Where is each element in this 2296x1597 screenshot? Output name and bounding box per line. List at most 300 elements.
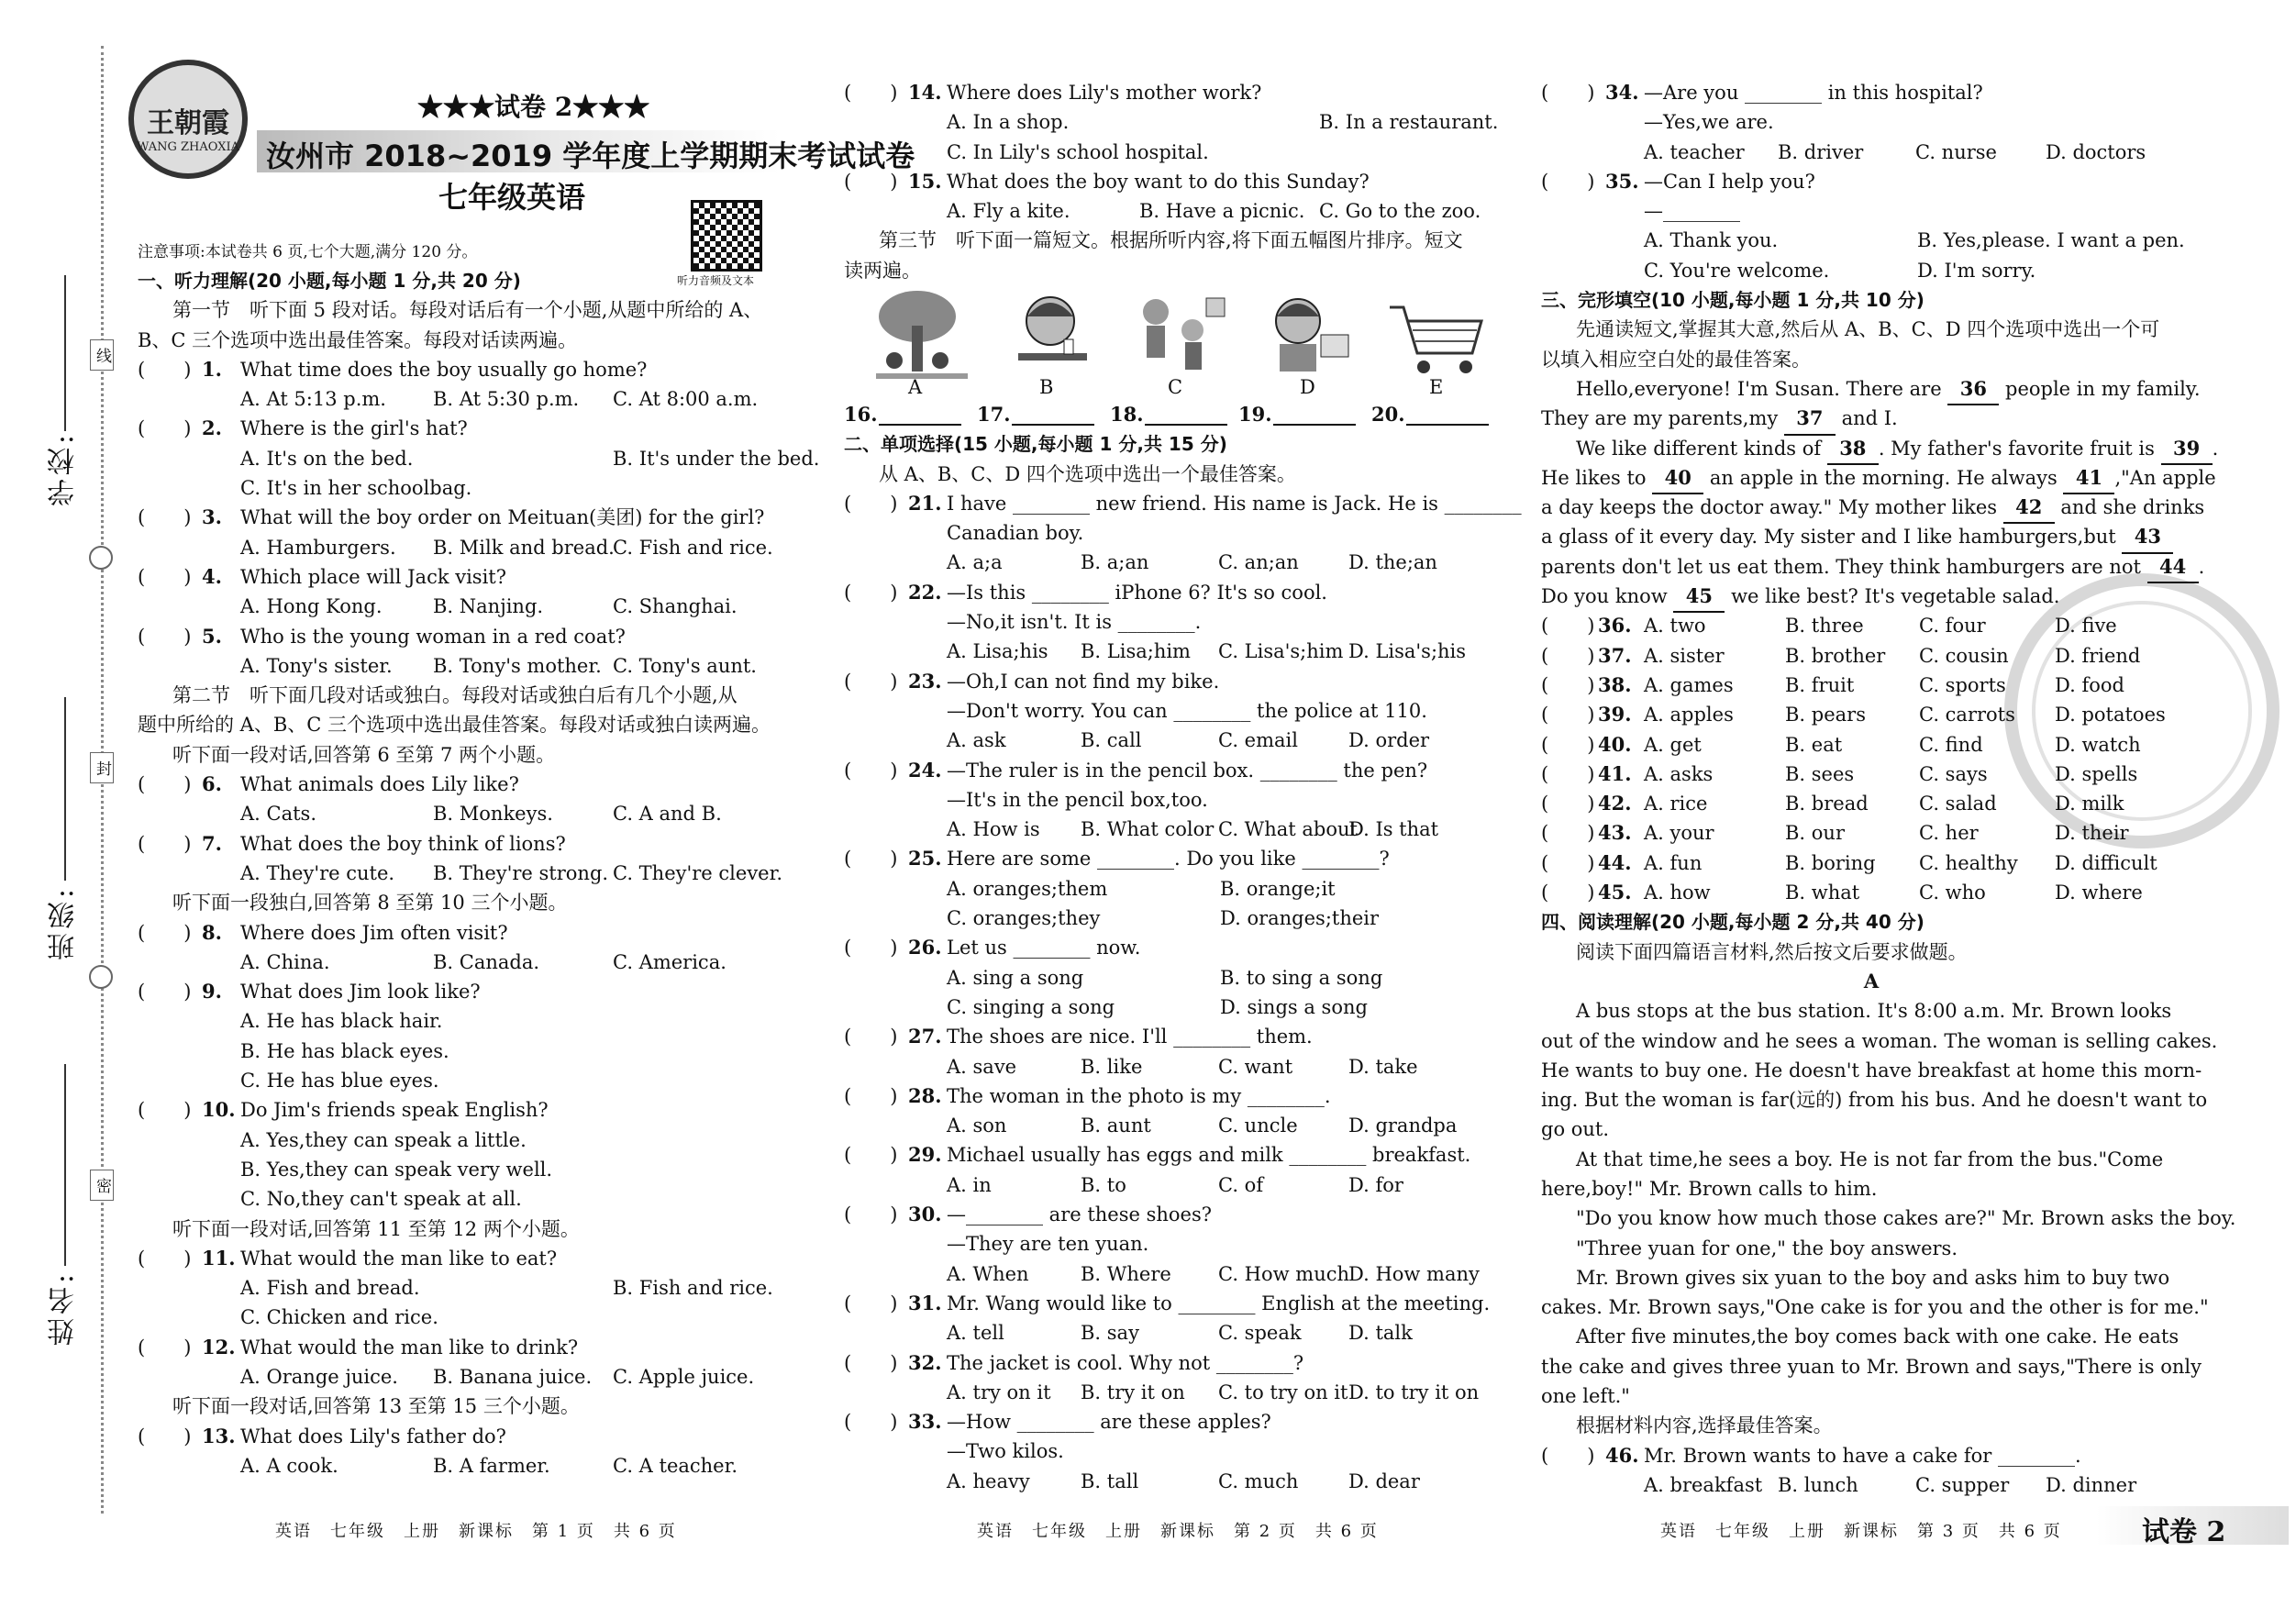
option: A. fun (1644, 851, 1703, 874)
paragraph-line: 根据材料内容,选择最佳答案。 (1576, 1414, 1833, 1437)
option: —Don't worry. You can ________ the police at 110. (947, 699, 1427, 722)
options-line (844, 815, 1504, 844)
option: B. brother (1785, 644, 1886, 667)
option: D. dear (1348, 1469, 1420, 1492)
option: C. In Lily's school hospital. (947, 140, 1209, 163)
option: A. Yes,they can speak a little. (240, 1128, 527, 1151)
question-number: 38. (1598, 672, 1632, 696)
cloze-blank[interactable]: 37 (1784, 404, 1836, 435)
options-line (844, 196, 1504, 226)
question (844, 1289, 1504, 1318)
option: B. Milk and bread. (433, 536, 615, 559)
section-heading: 二、单项选择(15 小题,每小题 1 分,共 15 分) (844, 433, 1227, 456)
paragraph-line: 先通读短文,掌握其大意,然后从 A、B、C、D 四个选项中选出一个可 (1576, 318, 2160, 341)
cloze-blank[interactable]: 39 (2161, 434, 2213, 465)
question (138, 1333, 798, 1362)
option: D. spells (2055, 762, 2138, 785)
answer-blank[interactable]: ( ) (1541, 1444, 1595, 1467)
question-number: 12. (202, 1335, 236, 1359)
paragraph-line: At that time,he sees a boy. He is not far from the bus."Come (1576, 1148, 2164, 1170)
option: A. tell (947, 1322, 1004, 1345)
question (1541, 167, 2202, 196)
picture-label: B (1039, 376, 1054, 398)
paragraph-line: 以填入相应空白处的最佳答案。 (1541, 348, 1811, 371)
paragraph-line: a day keeps the doctor away." My mother likes 42 and she drinks (1541, 493, 2202, 522)
question (844, 578, 1504, 607)
answer-blank[interactable]: ( ) (138, 832, 192, 855)
option: B. Banana juice. (433, 1365, 593, 1388)
question (844, 1081, 1504, 1111)
option: A. Fly a kite. (947, 200, 1070, 223)
answer-blank[interactable]: ( ) (1541, 822, 1595, 845)
paragraph-line: 听下面一段对话,回答第 13 至第 15 三个小题。 (172, 1395, 580, 1418)
answer-blank[interactable]: ( ) (844, 1292, 898, 1314)
option: D. grandpa (1348, 1115, 1458, 1137)
option: C. Lisa's;him (1218, 640, 1344, 663)
question-text: What does the boy want to do this Sunday? (947, 170, 1370, 193)
name-line (64, 1064, 66, 1266)
options-line (1541, 226, 2202, 255)
option: C. supper (1915, 1473, 2010, 1496)
options-line (138, 444, 820, 473)
options-line (844, 1170, 1504, 1200)
option: C. Chicken and rice. (240, 1306, 438, 1329)
options-line (138, 948, 798, 977)
answer-blank[interactable]: ( ) (138, 506, 192, 529)
cloze-question (1541, 878, 2202, 907)
question (138, 770, 798, 799)
answer-blank[interactable]: ( ) (138, 417, 192, 440)
answer-blank[interactable]: ( ) (844, 1351, 898, 1374)
option: C. Shanghai. (613, 595, 738, 618)
question-number: 44. (1598, 850, 1632, 874)
cloze-question (1541, 700, 2202, 729)
question (844, 1200, 1504, 1229)
subject-title: 七年级英语 (438, 180, 586, 215)
question-text: Which place will Jack visit? (240, 565, 507, 588)
option: A. When (947, 1262, 1029, 1285)
question-number: 28. (908, 1083, 942, 1107)
options-line (1541, 196, 2202, 226)
option: B. try it on (1081, 1381, 1185, 1403)
order-blank[interactable]: 18. (1110, 403, 1144, 426)
option: C. No,they can't speak at all. (240, 1188, 522, 1211)
answer-blank[interactable]: ( ) (1541, 704, 1595, 726)
option: B. fruit (1785, 673, 1855, 696)
option: C. speak (1218, 1322, 1302, 1345)
option: D. to try it on (1348, 1381, 1480, 1403)
picture-row (871, 289, 1514, 408)
question (138, 977, 798, 1006)
answer-blank[interactable]: ( ) (1541, 644, 1595, 667)
question (844, 1348, 1504, 1378)
question-text: Here are some ________. Do you like ________? (947, 848, 1390, 871)
option: C. uncle (1218, 1115, 1298, 1137)
question-number: 33. (908, 1410, 942, 1434)
option: C. healthy (1919, 851, 2018, 874)
answer-blank[interactable]: ( ) (844, 1084, 898, 1107)
option: C. want (1218, 1055, 1293, 1078)
footer-page-3: 英语 七年级 上册 新课标 第 3 页 共 6 页 (1660, 1522, 2062, 1541)
answer-blank[interactable]: ( ) (844, 492, 898, 515)
option: Canadian boy. (947, 522, 1084, 545)
options-line (138, 1126, 798, 1155)
answer-blank[interactable]: ( ) (844, 1026, 898, 1048)
option: A. save (947, 1055, 1017, 1078)
answer-blank[interactable]: ( ) (844, 1144, 898, 1167)
option: D. for (1348, 1173, 1403, 1196)
answer-blank[interactable]: ( ) (1541, 673, 1595, 696)
school-label: 学校: (48, 431, 80, 507)
option: B. Where (1081, 1262, 1171, 1285)
paragraph-line: "Three yuan for one," the boy answers. (1576, 1237, 1958, 1259)
cut-word-secret: 密 (90, 1170, 114, 1201)
cloze-blank[interactable]: 44 (2147, 552, 2199, 583)
question-number: 42. (1598, 792, 1632, 815)
answer-blank[interactable]: ( ) (844, 848, 898, 871)
answer-blank[interactable]: ( ) (1541, 733, 1595, 756)
paragraph-line: 题中所给的 A、B、C 三个选项中选出最佳答案。每段对话或独白读两遍。 (138, 714, 771, 737)
question-number: 46. (1605, 1443, 1639, 1467)
question-text: The shoes are nice. I'll ________ them. (947, 1026, 1313, 1048)
shopping-cart-icon (1385, 289, 1486, 381)
question-number: 39. (1598, 703, 1632, 726)
answer-blank[interactable]: ( ) (844, 759, 898, 782)
question-text: Let us ________ now. (947, 937, 1141, 959)
option: B. Nanjing. (433, 595, 544, 618)
question-text: What does the boy think of lions? (240, 832, 566, 855)
option: B. aunt (1081, 1115, 1151, 1137)
option: C. nurse (1915, 140, 1997, 163)
option: C. He has blue eyes. (240, 1070, 439, 1092)
brand-logo: 王朝霞 WANG ZHAOXIA (128, 60, 248, 179)
question-number: 2. (202, 416, 222, 440)
option: B. pears (1785, 704, 1866, 726)
class-label: 班级: (48, 885, 80, 961)
paragraph-line: "Do you know how much those cakes are?" Mr. Brown asks the boy. (1576, 1207, 2236, 1230)
options-line (1541, 138, 2202, 167)
question-text: I have ________ new friend. His name is Jack. He is ________ (947, 492, 1522, 515)
option: C. an;an (1218, 551, 1299, 574)
question-number: 24. (908, 758, 942, 782)
options-line (844, 138, 1504, 167)
option: A. China. (240, 950, 330, 973)
option: D. friend (2055, 644, 2141, 667)
paragraph-line: a glass of it every day. My sister and I like hamburgers,but 43 (1541, 522, 2202, 551)
option: A. two (1644, 615, 1706, 638)
options-line (138, 384, 798, 414)
option: D. oranges;their (1220, 907, 1380, 930)
option: D. their (2055, 822, 2129, 845)
question-number: 31. (908, 1291, 942, 1314)
option: A. ask (947, 729, 1006, 752)
question-number: 23. (908, 669, 942, 693)
question (138, 1095, 798, 1125)
option: B. bread (1785, 793, 1869, 815)
question-text: What would the man like to eat? (240, 1247, 558, 1270)
option: —No,it isn't. It is ________. (947, 611, 1202, 634)
options-line (138, 799, 798, 828)
option: D. sings a song (1220, 995, 1368, 1018)
question (844, 167, 1504, 196)
question (138, 355, 798, 384)
answer-blank[interactable]: ( ) (844, 1411, 898, 1434)
paragraph-line: B、C 三个选项中选出最佳答案。每段对话读两遍。 (138, 328, 578, 351)
option: C. find (1919, 733, 1983, 756)
option: C. They're clever. (613, 861, 783, 884)
question-number: 9. (202, 980, 222, 1004)
question-text: The woman in the photo is my ________. (947, 1084, 1331, 1107)
tree-picnic-icon (871, 289, 972, 381)
options-line (138, 1155, 798, 1184)
option: D. where (2055, 882, 2143, 904)
option: A. apples (1644, 704, 1734, 726)
answer-blank[interactable]: ( ) (1541, 615, 1595, 638)
question-text: Mr. Brown wants to have a cake for ________. (1644, 1444, 2081, 1467)
question-number: 11. (202, 1246, 236, 1270)
column-1 (138, 266, 820, 1481)
paragraph-line: go out. (1541, 1118, 1610, 1141)
question-number: 34. (1605, 81, 1639, 104)
option: A. A cook. (240, 1454, 338, 1477)
paragraph-line: 第三节 听下面一篇短文。根据所听内容,将下面五幅图片排序。短文 (879, 229, 1463, 252)
footer-tag: 试卷 2 (2142, 1516, 2226, 1548)
option: A. It's on the bed. (240, 447, 414, 470)
option: A. sing a song (947, 966, 1084, 989)
question (138, 829, 798, 859)
options-line (844, 607, 1504, 637)
answer-blank[interactable]: ( ) (138, 358, 192, 381)
option: C. salad (1919, 793, 1997, 815)
answer-blank[interactable]: ( ) (844, 170, 898, 193)
option: D. five (2055, 615, 2117, 638)
order-blank[interactable]: 16. (844, 403, 878, 426)
question-number: 27. (908, 1025, 942, 1048)
question-text: Where does Jim often visit? (240, 921, 508, 944)
answer-blank[interactable]: ( ) (138, 625, 192, 648)
question-text: —The ruler is in the pencil box. ________ the pen? (947, 759, 1428, 782)
option: D. I'm sorry. (1917, 259, 2036, 282)
options-line (844, 1229, 1504, 1259)
options-line (138, 1273, 798, 1303)
option: D. watch (2055, 733, 2141, 756)
blank-underline (1012, 424, 1094, 426)
question (138, 1422, 798, 1451)
order-blank[interactable]: 20. (1371, 403, 1405, 426)
option: B. like (1081, 1055, 1143, 1078)
option: B. to (1081, 1173, 1126, 1196)
cloze-question (1541, 730, 2202, 760)
option: D. talk (1348, 1322, 1413, 1345)
blank-underline (1406, 424, 1489, 426)
binding-hole-icon (89, 546, 113, 570)
option: C. to try on it (1218, 1381, 1348, 1403)
option: A. your (1644, 822, 1714, 845)
question-number: 7. (202, 831, 222, 855)
picture-label: C (1168, 376, 1183, 398)
paragraph-line: the cake and gives three yuan to Mr. Brown and says,"There is only (1541, 1355, 2202, 1378)
option: C. A and B. (613, 803, 722, 826)
option: C. four (1919, 615, 1986, 638)
option: A. Tony's sister. (240, 654, 393, 677)
answer-blank[interactable]: ( ) (138, 1336, 192, 1359)
option: C. At 8:00 a.m. (613, 388, 759, 411)
question-text: Where is the girl's hat? (240, 417, 468, 440)
question-number: 8. (202, 920, 222, 944)
options-line (138, 651, 798, 681)
options-line (138, 533, 798, 562)
cloze-blank[interactable]: 36 (1947, 374, 1999, 405)
option: D. Lisa's;his (1348, 640, 1467, 663)
cloze-question (1541, 848, 2202, 878)
option: B. three (1785, 615, 1864, 638)
answer-blank[interactable]: ( ) (138, 773, 192, 796)
option: B. eat (1785, 733, 1843, 756)
answer-blank[interactable]: ( ) (844, 1203, 898, 1226)
column-2-top (844, 78, 1504, 285)
answer-blank[interactable]: ( ) (138, 1425, 192, 1447)
option: A. Hong Kong. (240, 595, 383, 618)
cloze-blank[interactable]: 43 (2122, 522, 2173, 553)
cloze-blank[interactable]: 42 (2003, 493, 2055, 524)
option: D. difficult (2055, 851, 2157, 874)
option: C. Tony's aunt. (613, 654, 757, 677)
answer-blank[interactable]: ( ) (1541, 82, 1595, 104)
question-text: Michael usually has eggs and milk ________ breakfast. (947, 1144, 1471, 1167)
boy-drinking-icon (1000, 289, 1101, 381)
question (138, 414, 798, 443)
answer-blank[interactable]: ( ) (1541, 882, 1595, 904)
paragraph-line: 听下面一段独白,回答第 8 至第 10 三个小题。 (172, 892, 568, 915)
option: D. doctors (2046, 140, 2146, 163)
cloze-question (1541, 760, 2202, 789)
cut-word-seal: 封 (90, 752, 114, 783)
order-blank[interactable]: 17. (977, 403, 1011, 426)
question (138, 503, 798, 532)
option: B. Monkeys. (433, 803, 553, 826)
paragraph-line: Do you know 45 we like best? It's vegetable salad. (1541, 582, 2202, 611)
question (1541, 1441, 2202, 1470)
answer-blank[interactable]: ( ) (1541, 762, 1595, 785)
option: B. A farmer. (433, 1454, 550, 1477)
notice: 注意事项:本试卷共 6 页,七个大题,满分 120 分。 (138, 243, 478, 261)
cloze-question (1541, 818, 2202, 848)
paragraph-line: Mr. Brown gives six yuan to the boy and asks him to buy two (1576, 1266, 2170, 1289)
option: A. how (1644, 882, 1711, 904)
order-blank[interactable]: 19. (1238, 403, 1272, 426)
question-text: What will the boy order on Meituan(美团) for the girl? (240, 506, 765, 529)
option: C. carrots (1919, 704, 2015, 726)
option: B. a;an (1081, 551, 1149, 574)
answer-blank[interactable]: ( ) (138, 1099, 192, 1122)
question-number: 37. (1598, 643, 1632, 667)
option: A. son (947, 1115, 1007, 1137)
option: D. dinner (2046, 1473, 2137, 1496)
option: B. Fish and rice. (613, 1277, 773, 1300)
blank-underline (1273, 424, 1356, 426)
options-line (844, 1467, 1504, 1496)
question-number: 10. (202, 1098, 236, 1122)
question-text: Do Jim's friends speak English? (240, 1099, 549, 1122)
answer-blank[interactable]: ( ) (138, 1247, 192, 1270)
option: B. He has black eyes. (240, 1039, 449, 1062)
answer-blank[interactable]: ( ) (844, 581, 898, 604)
question-text: —Oh,I can not find my bike. (947, 670, 1220, 693)
blank-underline (1145, 424, 1227, 426)
question (844, 667, 1504, 696)
question-number: 4. (202, 564, 222, 588)
question (844, 1140, 1504, 1170)
cloze-blank[interactable]: 38 (1827, 434, 1879, 465)
paragraph-line: 第一节 听下面 5 段对话。每段对话后有一个小题,从题中所给的 A、 (172, 299, 763, 322)
paragraph-line: 第二节 听下面几段对话或独白。每段对话或独白后有几个小题,从 (172, 684, 738, 707)
option: C. sports (1919, 673, 2006, 696)
question-number: 15. (908, 169, 942, 193)
question (844, 844, 1504, 873)
answer-blank[interactable]: ( ) (138, 921, 192, 944)
cloze-blank[interactable]: 41 (2063, 463, 2114, 494)
answer-blank[interactable]: ( ) (138, 565, 192, 588)
option: A. rice (1644, 793, 1708, 815)
option: A. asks (1644, 762, 1714, 785)
column-3 (1541, 78, 2236, 1500)
answer-blank[interactable]: ( ) (844, 937, 898, 959)
question-number: 26. (908, 936, 942, 959)
option: B. boring (1785, 851, 1876, 874)
options-line (844, 993, 1504, 1022)
option: B. What color (1081, 818, 1215, 841)
cloze-blank[interactable]: 40 (1652, 463, 1703, 494)
options-line (138, 1184, 798, 1214)
options-line (1541, 1470, 2202, 1500)
option: B. sees (1785, 762, 1855, 785)
question-text: The jacket is cool. Why not ________? (947, 1351, 1304, 1374)
school-line (64, 275, 66, 431)
options-line (138, 473, 798, 503)
answer-blank[interactable]: ( ) (1541, 170, 1595, 193)
option: D. potatoes (2055, 704, 2166, 726)
answer-blank[interactable]: ( ) (844, 82, 898, 104)
paragraph-line: out of the window and he sees a woman. The woman is selling cakes. (1541, 1029, 2218, 1052)
paragraph-line: parents don't let us eat them. They think hamburgers are not 44 . (1541, 552, 2202, 582)
question-text: What does Lily's father do? (240, 1425, 506, 1447)
option: A. get (1644, 733, 1702, 756)
question-text: Mr. Wang would like to ________ English at the meeting. (947, 1292, 1491, 1314)
answer-blank[interactable]: ( ) (138, 981, 192, 1004)
answer-blank[interactable]: ( ) (1541, 851, 1595, 874)
option: B. It's under the bed. (613, 447, 820, 470)
options-line (844, 696, 1504, 726)
question-text: —Can I help you? (1644, 170, 1815, 193)
section-heading: 四、阅读理解(20 小题,每小题 2 分,共 40 分) (1541, 911, 1924, 934)
option: B. lunch (1778, 1473, 1858, 1496)
option: D. take (1348, 1055, 1418, 1078)
answer-blank[interactable]: ( ) (844, 670, 898, 693)
answer-blank[interactable]: ( ) (1541, 793, 1595, 815)
question-number: 35. (1605, 169, 1639, 193)
option: B. Have a picnic. (1139, 200, 1305, 223)
options-line (844, 785, 1504, 815)
paragraph-line: 从 A、B、C、D 四个选项中选出一个最佳答案。 (879, 462, 1296, 485)
option: A. Fish and bread. (240, 1277, 420, 1300)
option: B. driver (1778, 140, 1864, 163)
options-line (138, 1451, 798, 1481)
cloze-question (1541, 641, 2202, 671)
option: C. oranges;they (947, 907, 1101, 930)
cloze-blank[interactable]: 45 (1673, 582, 1725, 613)
column-2 (844, 400, 1522, 1496)
options-line (138, 1006, 798, 1036)
